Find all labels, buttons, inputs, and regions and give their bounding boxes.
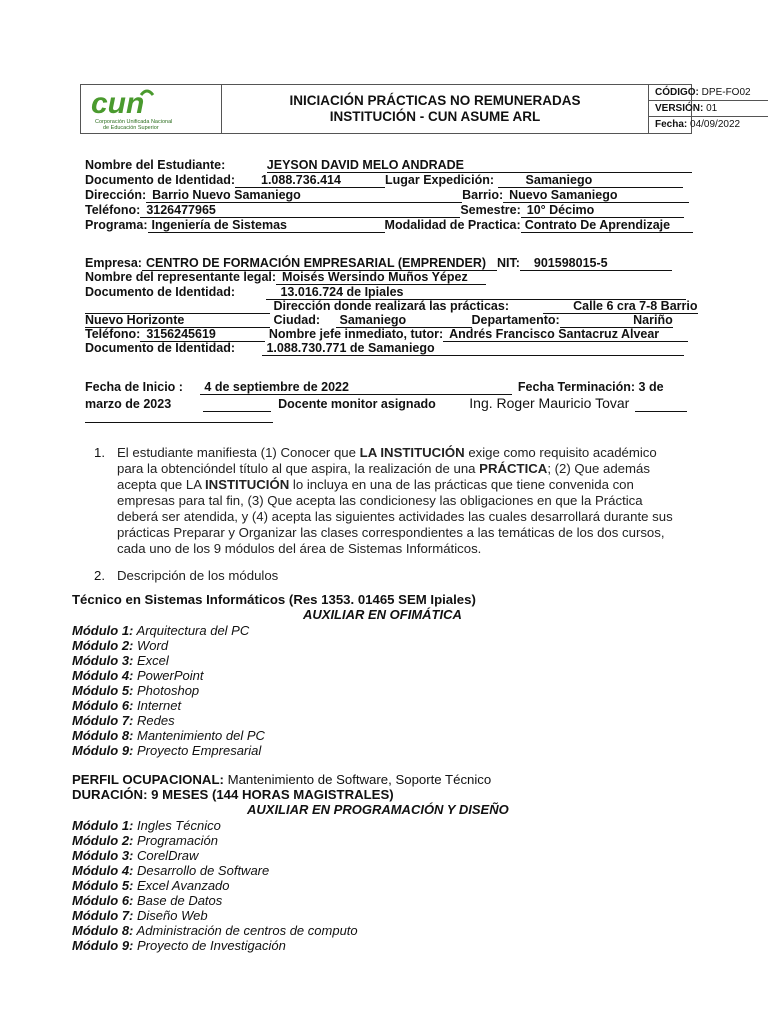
- version-label: VERSIÓN:: [655, 103, 704, 114]
- title-line2: INSTITUCIÓN - CUN ASUME ARL: [329, 109, 541, 124]
- duracion: DURACIÓN: 9 MESES (144 HORAS MAGISTRALES): [72, 787, 394, 802]
- item1-line1: [117, 445, 707, 461]
- module-label: Módulo 7:: [72, 713, 134, 728]
- module-name: Diseño Web: [133, 908, 208, 923]
- module-label: Módulo 8:: [72, 923, 134, 938]
- programa-value: Ingeniería de Sistemas: [148, 218, 385, 233]
- item1-l2b: PRÁCTICA: [479, 461, 548, 476]
- module-label: Módulo 9:: [72, 743, 134, 758]
- depto-label: Departamento:: [471, 313, 560, 327]
- inicio-label: Fecha de Inicio :: [85, 380, 183, 394]
- nit-label: NIT:: [496, 256, 520, 270]
- item1-line5: deberá ser atendida, y (4) acepta las siguientes actividades las cuales desarrollará durante sus: [117, 509, 673, 524]
- company-doc-value: 13.016.724 de Ipiales: [266, 285, 686, 300]
- codigo-label: CÓDIGO:: [655, 87, 699, 98]
- term-value: marzo de 2023: [85, 397, 172, 411]
- signature-line: [85, 422, 273, 423]
- module-name: Mantenimiento del PC: [133, 728, 265, 743]
- module-label: Módulo 5:: [72, 683, 134, 698]
- student-address-row: [85, 188, 689, 203]
- module-name: Arquitectura del PC: [133, 623, 250, 638]
- lugar-label: Lugar Expedición:: [385, 173, 495, 187]
- module-list-item: [72, 728, 265, 743]
- module-name: Base de Datos: [133, 893, 223, 908]
- cun-logo: [81, 85, 222, 133]
- module-list-item: [72, 743, 261, 758]
- module-label: Módulo 1:: [72, 818, 134, 833]
- module-label: Módulo 6:: [72, 698, 134, 713]
- modalidad-label: Modalidad de Practica:: [384, 218, 521, 232]
- item1-line4: empresas para tal fin, (3) Que acepta las condicionesy las obligaciones en que la Práctica: [117, 493, 643, 508]
- module-list-item: [72, 818, 221, 833]
- org-line2: de Educación Superior: [103, 125, 159, 131]
- version-value: 01: [706, 103, 718, 114]
- module-list-item: [72, 863, 269, 878]
- module-name: Photoshop: [133, 683, 200, 698]
- empresa-row: [85, 256, 672, 271]
- item1-paragraph: [117, 445, 707, 557]
- module-list-item: [72, 638, 168, 653]
- item1-l3c: lo incluya en una de las prácticas que tiene convenida con: [289, 477, 634, 492]
- module-name: CorelDraw: [133, 848, 199, 863]
- module-label: Módulo 2:: [72, 638, 134, 653]
- module-name: Proyecto Empresarial: [133, 743, 262, 758]
- document-codes: [649, 85, 768, 133]
- module-label: Módulo 4:: [72, 863, 134, 878]
- item1-l2c: ; (2) Que además: [547, 461, 650, 476]
- perfil-label: PERFIL OCUPACIONAL:: [72, 772, 224, 787]
- empresa-value: CENTRO DE FORMACIÓN EMPRESARIAL (EMPRENDER): [142, 256, 497, 271]
- item1-l3b: INSTITUCIÓN: [205, 477, 290, 492]
- item1-line7: cada uno de los 9 módulos del área de Sistemas Informáticos.: [117, 541, 482, 556]
- term-blank-line: [203, 397, 271, 412]
- module-label: Módulo 3:: [72, 653, 134, 668]
- item1-line6: prácticas Preparar y Organizar las clases correspondientes a las temáticas de los dos cursos,: [117, 525, 665, 540]
- fecha-term-row: [85, 396, 687, 412]
- module-label: Módulo 2:: [72, 833, 134, 848]
- company-doc2-row: [85, 341, 684, 356]
- module-name: PowerPoint: [133, 668, 204, 683]
- module-list-item: [72, 893, 222, 908]
- programa-label: Programa:: [85, 218, 148, 232]
- inicio-value: 4 de septiembre de 2022: [200, 380, 512, 395]
- item1-l1a: El estudiante manifiesta (1) Conocer que: [117, 445, 360, 460]
- module-label: Módulo 3:: [72, 848, 134, 863]
- dir-value-b: Nuevo Horizonte: [85, 313, 270, 328]
- item2-number: 2.: [94, 568, 105, 583]
- module-name: Administración de centros de computo: [133, 923, 358, 938]
- fecha-inicio-row: [85, 380, 664, 395]
- barrio-label: Barrio:: [462, 188, 504, 202]
- module-label: Módulo 6:: [72, 893, 134, 908]
- svg-text:cun: cun: [91, 87, 145, 120]
- module-list-item: [72, 713, 175, 728]
- lugar-value: Samaniego: [498, 173, 683, 188]
- module-list-item: [72, 698, 181, 713]
- module-label: Módulo 5:: [72, 878, 134, 893]
- address-blank-line: [85, 299, 270, 314]
- company-phone-row: [85, 327, 688, 342]
- item1-l1c: exige como requisito académico: [464, 445, 657, 460]
- item1-line2: [117, 461, 707, 477]
- tecnico-title: Técnico en Sistemas Informáticos (Res 1353. 01465 SEM Ipiales): [72, 592, 476, 607]
- module-name: Redes: [133, 713, 175, 728]
- company-tel-value: 3156245619: [140, 327, 265, 342]
- fecha-value: 04/09/2022: [690, 119, 741, 130]
- perfil-row: [72, 772, 491, 787]
- company-doc-row: [85, 285, 686, 300]
- module-list-item: [72, 623, 249, 638]
- module-list-item: [72, 668, 203, 683]
- module-list-item: [72, 653, 169, 668]
- empresa-label: Empresa:: [85, 256, 142, 270]
- document-title: [222, 85, 649, 133]
- student-doc-row: [85, 173, 683, 188]
- module-list-item: [72, 923, 358, 938]
- student-program-row: [85, 218, 693, 233]
- company-tel-label: Teléfono:: [85, 327, 141, 341]
- telefono-label: Teléfono:: [85, 203, 141, 217]
- barrio-value: Nuevo Samaniego: [503, 188, 689, 203]
- company-city-row: [85, 313, 673, 328]
- jefe-label: Nombre jefe inmediato, tutor:: [268, 327, 444, 341]
- doc-value: 1.088.736.414: [235, 173, 385, 188]
- org-line1: Corporación Unificada Nacional: [95, 119, 173, 125]
- telefono-value: 3126477965: [140, 203, 460, 218]
- module-label: Módulo 7:: [72, 908, 134, 923]
- module-name: Desarrollo de Software: [133, 863, 270, 878]
- docente-blank-line: [635, 397, 687, 412]
- ciudad-label: Ciudad:: [273, 313, 321, 327]
- module-name: Proyecto de Investigación: [133, 938, 286, 953]
- nombre-label: Nombre del Estudiante:: [85, 158, 226, 172]
- module-name: Programación: [133, 833, 218, 848]
- nombre-value: JEYSON DAVID MELO ANDRADE: [267, 158, 692, 173]
- semestre-value: 10° Décimo: [521, 203, 684, 218]
- company-doc-label: Documento de Identidad:: [85, 285, 235, 299]
- item1-l2a: para la obtencióndel título al que aspira, la realización de una: [117, 461, 480, 476]
- item1-l1b: LA INSTITUCIÓN: [359, 445, 465, 460]
- nit-value: 901598015-5: [520, 256, 672, 271]
- module-list-item: [72, 908, 208, 923]
- item2-text: Descripción de los módulos: [117, 568, 279, 583]
- ciudad-value: Samaniego: [336, 313, 472, 328]
- module-name: Internet: [133, 698, 182, 713]
- item1-line3: [117, 477, 707, 493]
- module-list-item: [72, 878, 230, 893]
- module-name: Ingles Técnico: [133, 818, 221, 833]
- rep-label: Nombre del representante legal:: [85, 270, 277, 284]
- module-list-item: [72, 833, 218, 848]
- rep-row: [85, 270, 486, 285]
- module-name: Word: [133, 638, 169, 653]
- module-label: Módulo 9:: [72, 938, 134, 953]
- codigo-value: DPE-FO02: [701, 87, 751, 98]
- document-header: [80, 84, 751, 134]
- direccion-label: Dirección:: [85, 188, 147, 202]
- docente-value: Ing. Roger Mauricio Tovar: [469, 395, 630, 411]
- dir-value-a: Calle 6 cra 7-8 Barrio: [543, 299, 698, 314]
- company-address-row: [85, 299, 698, 314]
- fecha-label: Fecha:: [655, 119, 688, 130]
- rep-value: Moisés Wersindo Muños Yépez: [276, 270, 486, 285]
- modalidad-value: Contrato De Aprendizaje: [521, 218, 693, 233]
- module-label: Módulo 1:: [72, 623, 134, 638]
- direccion-value: Barrio Nuevo Samaniego: [146, 188, 462, 203]
- term-label: Fecha Terminación: 3 de: [517, 380, 664, 394]
- docente-label: Docente monitor asignado: [278, 397, 436, 411]
- codigo-cell: [649, 85, 768, 101]
- module-label: Módulo 4:: [72, 668, 134, 683]
- item1-number: 1.: [94, 445, 105, 460]
- fecha-cell: [649, 117, 768, 132]
- module-name: Excel: [133, 653, 169, 668]
- module-name: Excel Avanzado: [133, 878, 230, 893]
- semestre-label: Semestre:: [460, 203, 521, 217]
- jefe-value: Andrés Francisco Santacruz Alvear: [443, 327, 688, 342]
- doc2-value: 1.088.730.771 de Samaniego: [262, 341, 684, 356]
- doc-label: Documento de Identidad:: [85, 173, 235, 187]
- module-label: Módulo 8:: [72, 728, 134, 743]
- version-cell: [649, 101, 768, 117]
- dir-label: Dirección donde realizará las prácticas:: [273, 299, 510, 313]
- module-list-item: [72, 848, 198, 863]
- student-name-row: [85, 158, 692, 173]
- item1-l3a: acepta que LA: [117, 477, 205, 492]
- module-list-item: [72, 938, 286, 953]
- student-phone-row: [85, 203, 684, 218]
- depto-value: Nariño: [560, 313, 673, 328]
- perfil-value: Mantenimiento de Software, Soporte Técnico: [227, 772, 492, 787]
- title-line1: INICIACIÓN PRÁCTICAS NO REMUNERADAS: [289, 93, 581, 108]
- ofimatica-subtitle: AUXILIAR EN OFIMÁTICA: [303, 607, 462, 622]
- module-list-item: [72, 683, 199, 698]
- doc2-label: Documento de Identidad:: [85, 341, 235, 355]
- programacion-subtitle: AUXILIAR EN PROGRAMACIÓN Y DISEÑO: [247, 802, 509, 817]
- cun-logo-icon: [81, 85, 221, 133]
